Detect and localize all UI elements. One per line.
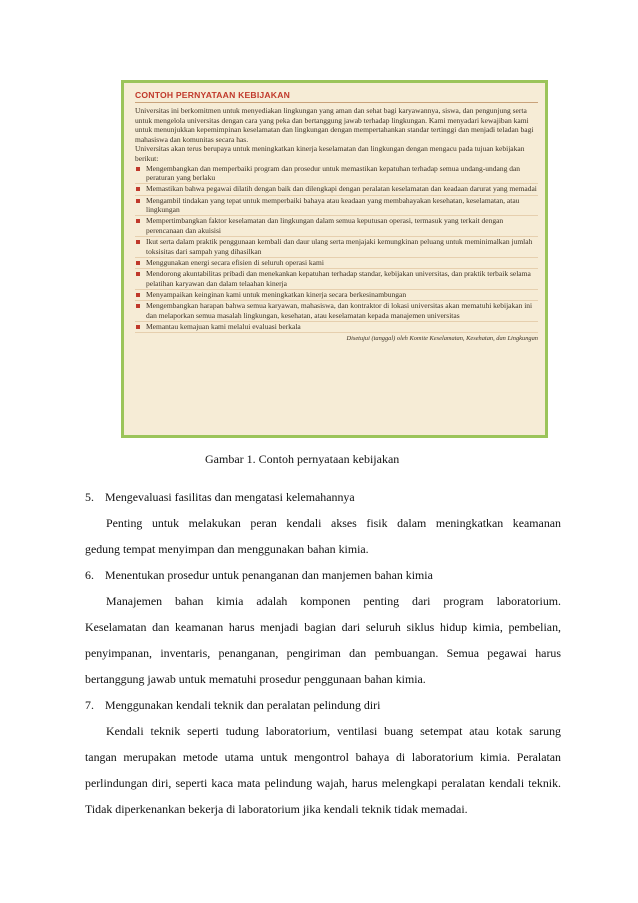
square-bullet-icon <box>136 293 140 297</box>
square-bullet-icon <box>136 325 140 329</box>
section-heading: 6. Menentukan prosedur untuk penanganan dan manjemen bahan kimia <box>85 568 433 582</box>
figure-caption: Gambar 1. Contoh pernyataan kebijakan <box>205 452 400 466</box>
figure-intro-paragraph: Universitas ini berkomitmen untuk menyediakan lingkungan yang aman dan sehat bagi karyawannya, siswa, dan pengunjung serta untuk mengelola universitas dengan cara yang peka dan bertanggung jawab terhadap lingkungan. Kami menyadari kewajiban kami untuk menunjukkan kepemimpinan keselamatan dan lingkungan dengan mempertahankan standar tertinggi dan menjadi teladan bagi mahasiswa dan komunitas secara has. <box>135 106 534 144</box>
list-item: Menyampaikan keinginan kami untuk meningkatkan kinerja secara berkesinambungan <box>135 290 538 301</box>
paragraph-line: Kendali teknik seperti tudung laboratorium, ventilasi buang setempat atau kotak sarung <box>106 724 561 738</box>
list-item: Memantau kemajuan kami melalui evaluasi berkala <box>135 322 538 333</box>
figure-title: CONTOH PERNYATAAN KEBIJAKAN <box>135 90 538 103</box>
policy-goals-list <box>135 164 538 333</box>
list-item: Mempertimbangkan faktor keselamatan dan lingkungan dalam semua keputusan operasi, termasuk yang terkait dengan perencanaan dan akuisisi <box>135 216 538 237</box>
list-item: Menggunakan energi secara efisien di seluruh operasi kami <box>135 258 538 269</box>
paragraph-line: Manajemen bahan kimia adalah komponen penting dari program laboratorium. <box>106 594 561 608</box>
paragraph: Keselamatan dan keamanan harus menjadi bagian dari seluruh siklus hidup kimia, pembelian, penyimpanan, inventaris, penanganan, pengiriman dan pembuangan. Semua pegawai harus bertanggung jawab untuk mematuhi prosedur penggunaan bahan kimia. <box>85 620 561 686</box>
square-bullet-icon <box>136 304 140 308</box>
paragraph-line: Penting untuk melakukan peran kendali akses fisik dalam meningkatkan keamanan <box>106 516 561 530</box>
policy-statement-figure <box>121 80 548 438</box>
section-heading: 7. Menggunakan kendali teknik dan peralatan pelindung diri <box>85 698 381 712</box>
square-bullet-icon <box>136 167 140 171</box>
square-bullet-icon <box>136 240 140 244</box>
paragraph: tangan merupakan metode utama untuk mengontrol bahaya di laboratorium kimia. Peralatan perlindungan diri, seperti kaca mata pelindung wajah, harus melengkapi peralatan kendali teknik. Tidak diperkenankan bekerja di laboratorium jika kendali teknik tidak memadai. <box>85 750 561 816</box>
list-item: Mengembangkan harapan bahwa semua karyawan, mahasiswa, dan kontraktor di lokasi universitas akan mematuhi kebijakan ini dan melaporkan semua masalah lingkungan, kesehatan, atau keselamatan kepada manajemen universitas <box>135 301 538 322</box>
list-item: Mengembangkan dan memperbaiki program dan prosedur untuk memastikan kepatuhan terhadap semua undang-undang dan peraturan yang berlaku <box>135 164 538 185</box>
paragraph: gedung tempat menyimpan dan menggunakan bahan kimia. <box>85 542 369 556</box>
list-item: Mengambil tindakan yang tepat untuk memperbaiki bahaya atau keadaan yang membahayakan kesehatan, keselamatan, atau lingkungan <box>135 196 538 217</box>
square-bullet-icon <box>136 219 140 223</box>
square-bullet-icon <box>136 272 140 276</box>
square-bullet-icon <box>136 199 140 203</box>
section-heading: 5. Mengevaluasi fasilitas dan mengatasi kelemahannya <box>85 490 355 504</box>
square-bullet-icon <box>136 187 140 191</box>
figure-source-note: Disetujui (tanggal) oleh Komite Keselamatan, Kesehatan, dan Lingkungan <box>346 335 538 342</box>
document-body <box>85 484 561 822</box>
list-item: Ikut serta dalam praktik penggunaan kembali dan daur ulang serta menjajaki kemungkinan peluang untuk meminimalkan jumlah toksisitas dari sampah yang dihasilkan <box>135 237 538 258</box>
figure-intro-paragraph-2: Universitas akan terus berupaya untuk meningkatkan kinerja keselamatan dan lingkungan dengan mengacu pada tujuan kebijakan berikut: <box>135 144 525 163</box>
list-item: Memastikan bahwa pegawai dilatih dengan baik dan dilengkapi dengan peralatan keselamatan dan keadaan darurat yang memadai <box>135 184 538 195</box>
list-item: Mendorong akuntabilitas pribadi dan menekankan kepatuhan terhadap standar, kebijakan universitas, dan praktik terbaik selama pelatihan karyawan dan dalam telaahan kinerja <box>135 269 538 290</box>
square-bullet-icon <box>136 261 140 265</box>
